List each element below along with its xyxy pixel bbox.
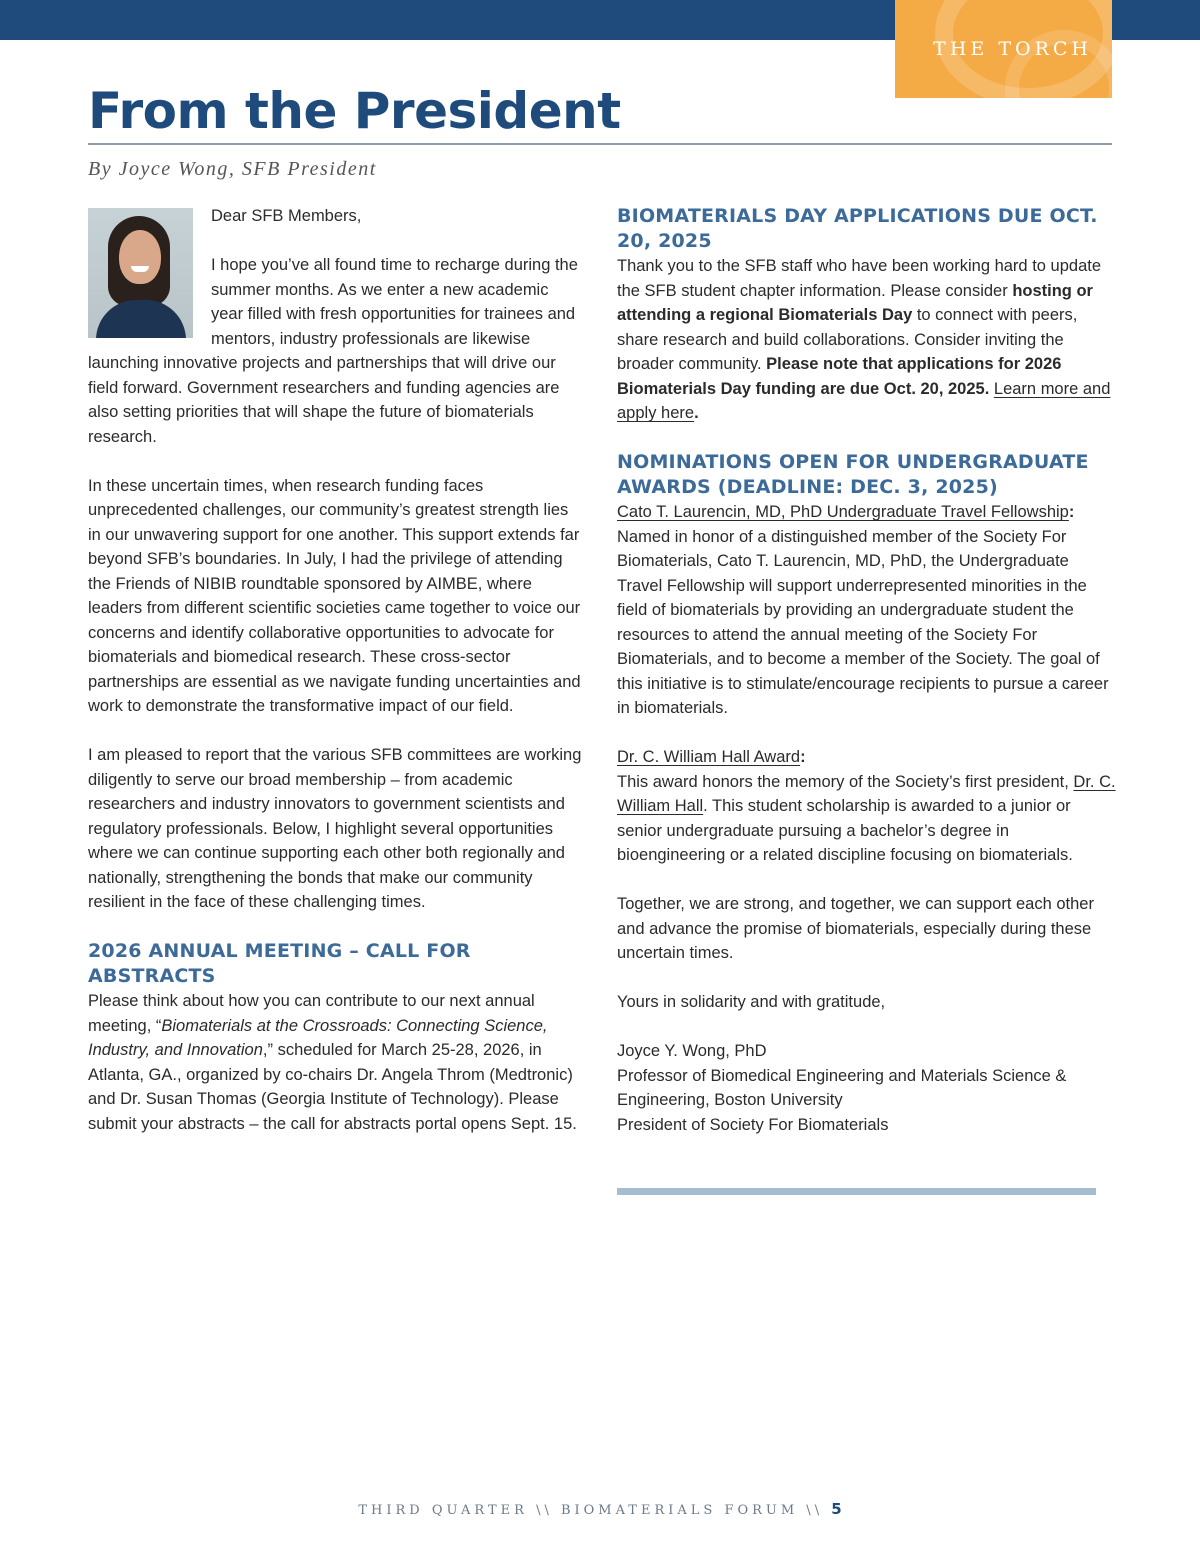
section-label: THE TORCH — [933, 38, 1092, 60]
byline: By Joyce Wong, SFB President — [88, 158, 377, 180]
paragraph-biomaterials-day: Thank you to the SFB staff who have been working hard to update the SFB student chapter information. Please consider hosting or attending a regional Biomaterials Day to connect with peers, share research and build collaborations. Consider inviting the broader community. Please note that applications for 2026 Biomaterials Day funding are due Oct. 20, 2025. Learn more and apply here. — [617, 257, 1111, 422]
right-column — [617, 204, 1117, 1162]
paragraph-together: Together, we are strong, and together, we can support each other and advance the promise of biomaterials, especially during these uncertain times. — [617, 895, 1094, 962]
hall-name-link[interactable]: Dr. C. William Hall — [617, 772, 1116, 815]
paragraph-cato-fellowship: Cato T. Laurencin, MD, PhD Undergraduate Travel Fellowship: Named in honor of a distinguished member of the Society For Biomaterials, Cato T. Laurencin, MD, PhD, the Undergraduate Travel Fellowship will support underrepresented minorities in the field of biomaterials by providing an undergraduate student the resources to attend the annual meeting of the Society For Biomaterials, and to become a member of the Society. The goal of this initiative is to stimulate/encourage recipients to pursue a career in biomaterials. — [617, 503, 1109, 717]
footer-text: THIRD QUARTER \\ BIOMATERIALS FORUM \\ — [358, 1503, 824, 1518]
page-title: From the President — [88, 82, 621, 140]
paragraph-annual-meeting: Please think about how you can contribute to our next annual meeting, “Biomaterials at the Crossroads: Connecting Science, Industry, and Innovation,” scheduled for March 25-28, 2026, in Atlanta, GA., organized by co-chairs Dr. Angela Throm (Medtronic) and Dr. Susan Thomas (Georgia Institute of Technology). Please submit your abstracts – the call for abstracts portal opens Sept. 15. — [88, 992, 577, 1133]
learn-more-link[interactable]: Learn more and apply here — [617, 379, 1111, 422]
closing: Yours in solidarity and with gratitude, — [617, 993, 886, 1011]
author-photo — [88, 208, 193, 338]
closing-divider — [617, 1188, 1096, 1195]
title-divider — [88, 143, 1112, 145]
paragraph-hall-award: Dr. C. William Hall Award: This award honors the memory of the Society’s first president, Dr. C. William Hall. This student scholarship is awarded to a junior or senior undergraduate pursuing a bachelor’s degree in bioengineering or a related discipline focusing on biomaterials. — [617, 748, 1116, 864]
meeting-theme: Biomaterials at the Crossroads: Connecting Science, Industry, and Innovation — [88, 1016, 548, 1059]
signature: Joyce Y. Wong, PhD Professor of Biomedical Engineering and Materials Science & Engineering, Boston University President of Society For Biomaterials — [617, 1042, 1067, 1134]
section-tab — [895, 0, 1112, 98]
greeting: Dear SFB Members, — [211, 207, 362, 225]
hall-award-link[interactable]: Dr. C. William Hall Award — [617, 748, 801, 766]
paragraph: I hope you’ve all found time to recharge during the summer months. As we enter a new academic year filled with fresh opportunities for trainees and mentors, industry professionals are likewise launching innovative projects and partnerships that will drive our field forward. Government researchers and funding agencies are also setting priorities that will shape the future of biomaterials research. — [88, 256, 578, 446]
page-footer — [0, 1500, 1200, 1518]
section-heading-annual-meeting: 2026 ANNUAL MEETING – CALL FOR ABSTRACTS — [88, 940, 471, 987]
paragraph: In these uncertain times, when research funding faces unprecedented challenges, our community’s greatest strength lies in our unwavering support for one another. This support extends far beyond SFB’s boundaries. In July, I had the privilege of attending the Friends of NIBIB roundtable sponsored by AIMBE, where leaders from different scientific societies came together to voice our concerns and identify collaborative opportunities to advocate for biomaterials and biomedical research. These cross-sector partnerships are essential as we navigate funding uncertainties and work to demonstrate the transformative impact of our field. — [88, 476, 581, 715]
section-heading-nominations: NOMINATIONS OPEN FOR UNDERGRADUATE AWARDS (DEADLINE: DEC. 3, 2025) — [617, 451, 1089, 498]
paragraph: I am pleased to report that the various SFB committees are working diligently to serve our broad membership – from academic researchers and industry innovators to government scientists and regulatory professionals. Below, I highlight several opportunities where we can continue supporting each other both regionally and nationally, strengthening the bonds that make our community resilient in the face of these challenging times. — [88, 746, 582, 911]
left-column — [88, 204, 583, 1161]
section-heading-biomaterials-day: BIOMATERIALS DAY APPLICATIONS DUE OCT. 20, 2025 — [617, 205, 1098, 252]
cato-fellowship-link[interactable]: Cato T. Laurencin, MD, PhD Undergraduate Travel Fellowship — [617, 503, 1069, 521]
page-number: 5 — [831, 1500, 842, 1518]
